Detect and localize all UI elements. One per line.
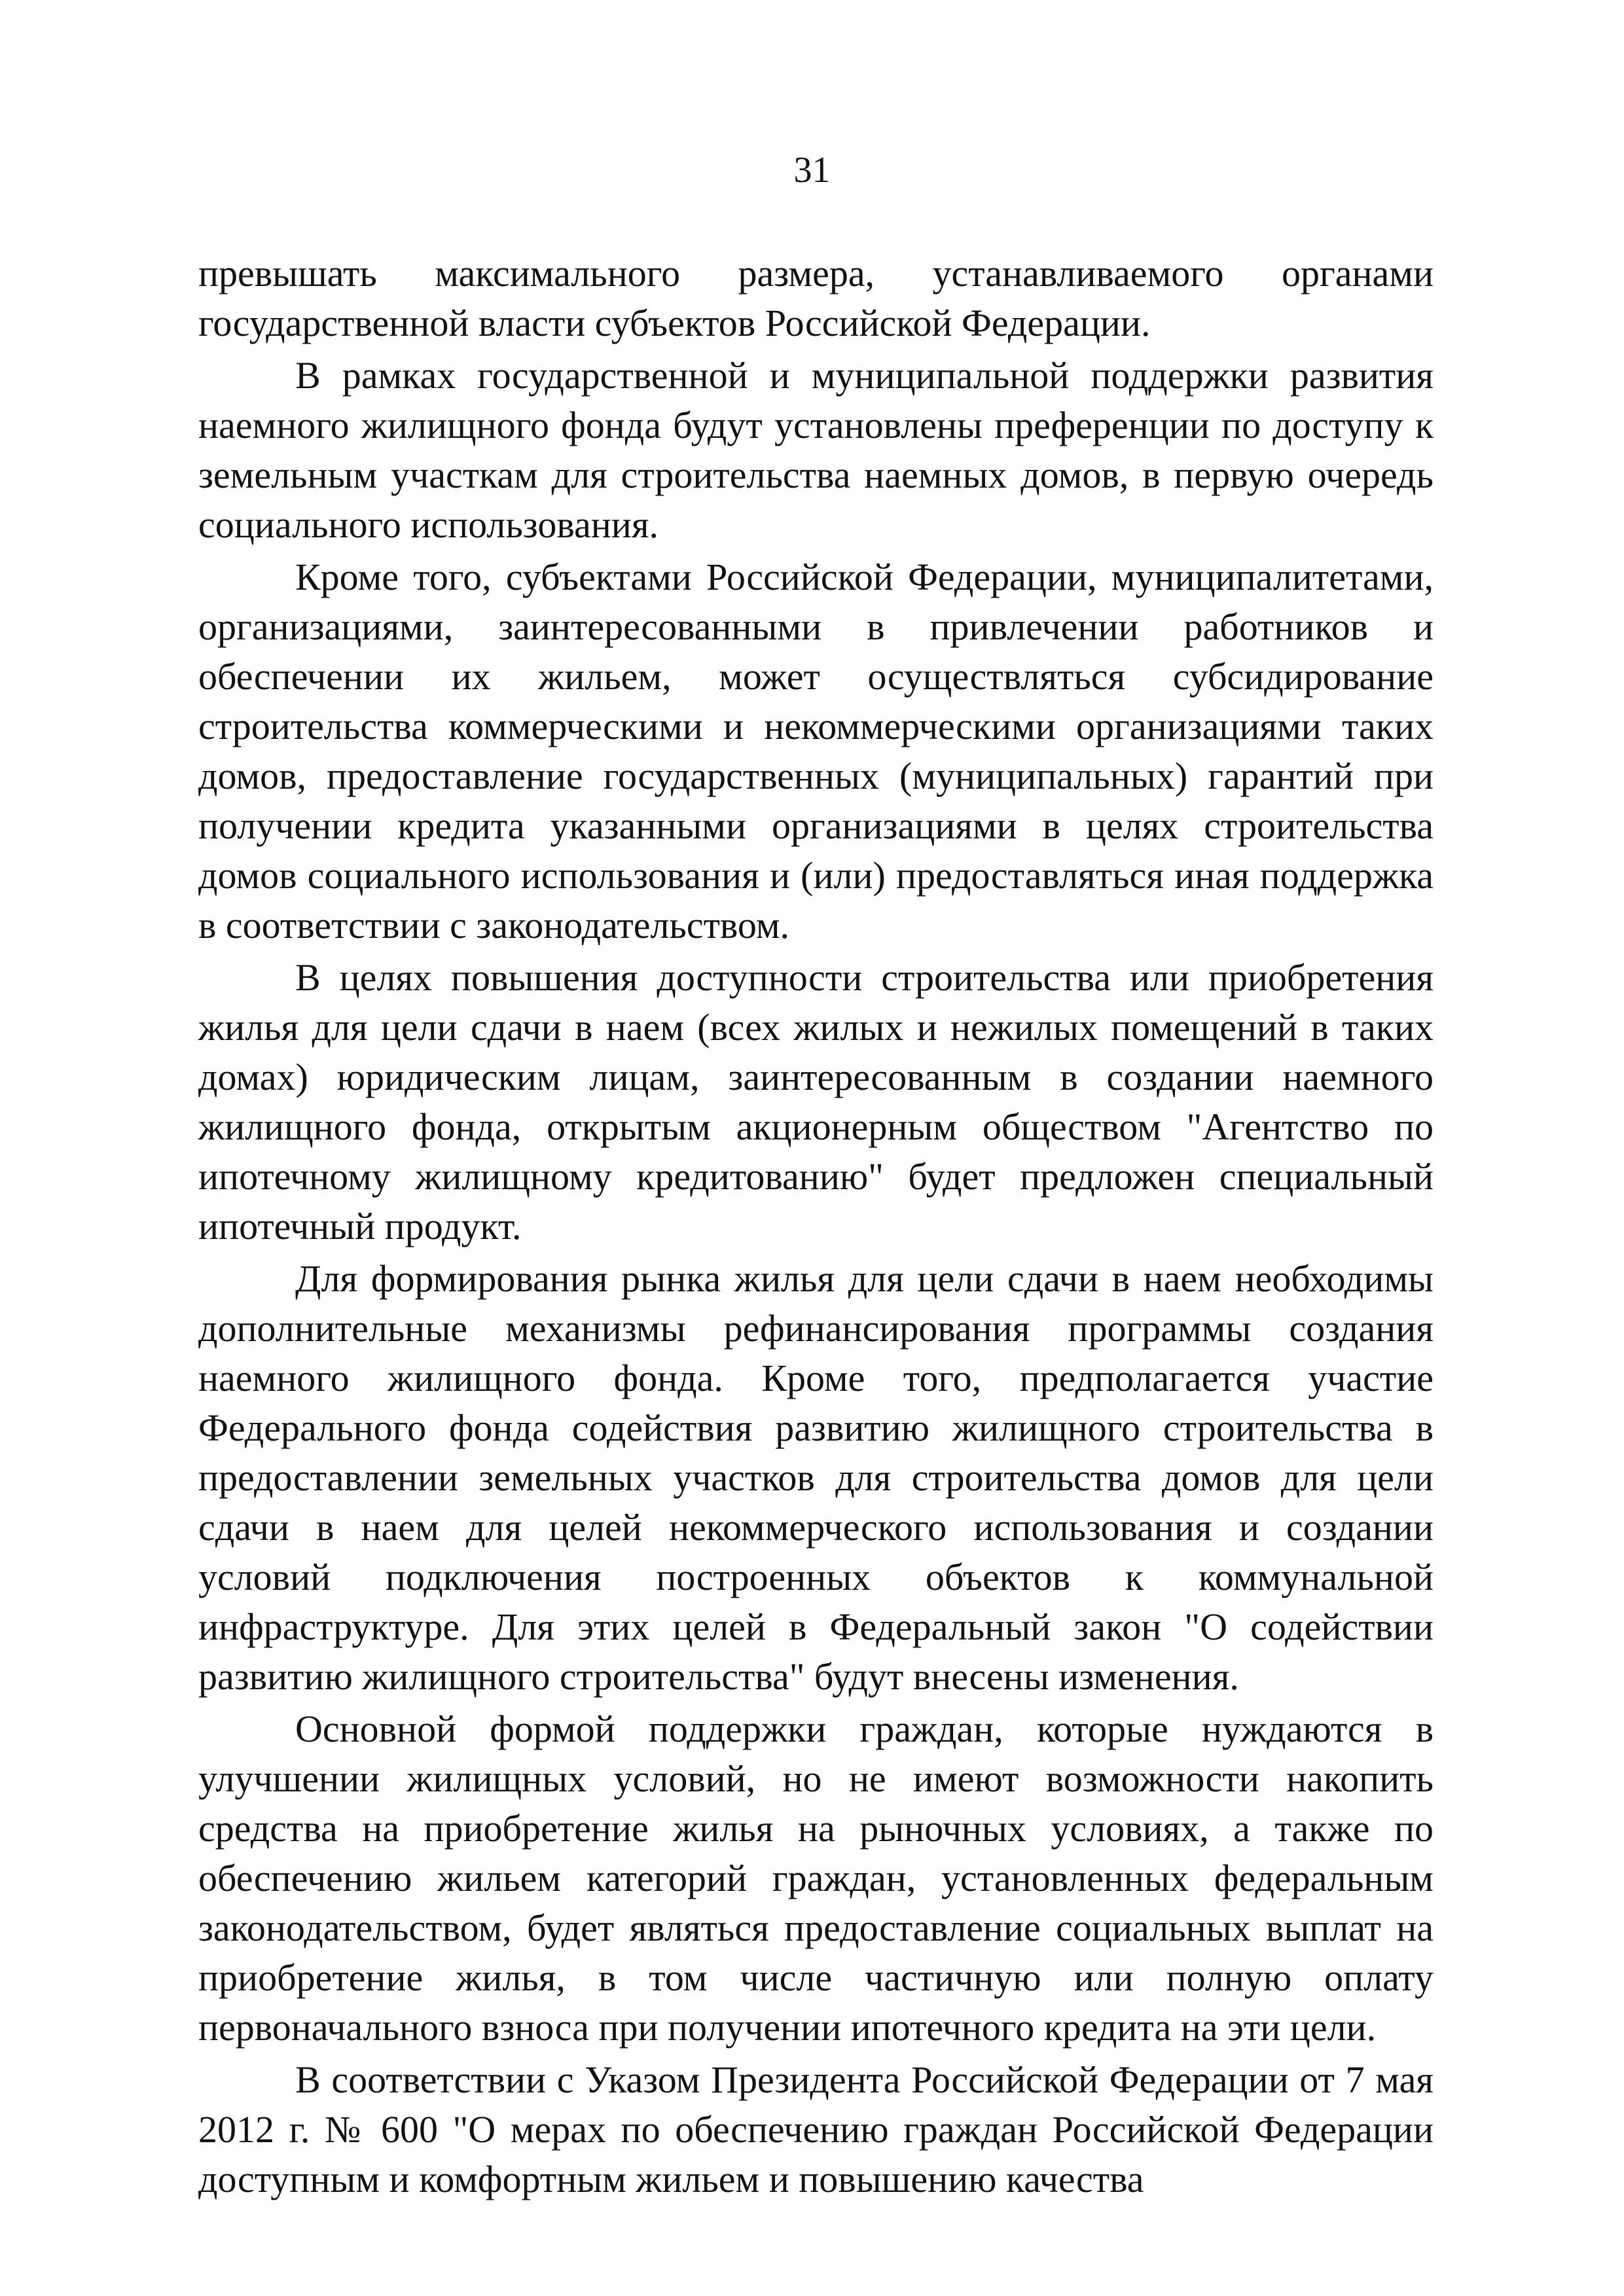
- paragraph: В соответствии с Указом Президента Российской Федерации от 7 мая 2012 г. № 600 "О мерах по обеспечению граждан Российской Федерации доступным и комфортным жильем и повышению качества: [198, 2058, 1434, 2200]
- document-body: [198, 249, 1434, 2207]
- paragraph: Основной формой поддержки граждан, которые нуждаются в улучшении жилищных условий, но не имеют возможности накопить средства на приобретение жилья на рыночных условиях, а также по обеспечению жильем категорий граждан, установленных федеральным законодательством, будет являться предоставление социальных выплат на приобретение жилья, в том числе частичную или полную оплату первоначального взноса при получении ипотечного кредита на эти цели.: [198, 1708, 1434, 2049]
- page-number: 31: [793, 150, 831, 190]
- paragraph: Кроме того, субъектами Российской Федерации, муниципалитетами, организациями, заинтересованными в привлечении работников и обеспечении их жильем, может осуществляться субсидирование строительства коммерческими и некоммерческими организациями таких домов, предоставление государственных (муниципальных) гарантий при получении кредита указанными организациями в целях строительства домов социального использования и (или) предоставляться иная поддержка в соответствии с законодательством.: [198, 556, 1434, 946]
- paragraph: В рамках государственной и муниципальной поддержки развития наемного жилищного фонда будут установлены преференции по доступу к земельным участкам для строительства наемных домов, в первую очередь социального использования.: [198, 354, 1434, 546]
- paragraph: Для формирования рынка жилья для цели сдачи в наем необходимы дополнительные механизмы рефинансирования программы создания наемного жилищного фонда. Кроме того, предполагается участие Федерального фонда содействия развитию жилищного строительства в предоставлении земельных участков для строительства домов для цели сдачи в наем для целей некоммерческого использования и создании условий подключения построенных объектов к коммунальной инфраструктуре. Для этих целей в Федеральный закон "О содействии развитию жилищного строительства" будут внесены изменения.: [198, 1257, 1434, 1698]
- paragraph: В целях повышения доступности строительства или приобретения жилья для цели сдачи в наем (всех жилых и нежилых помещений в таких домах) юридическим лицам, заинтересованным в создании наемного жилищного фонда, открытым акционерным обществом "Агентство по ипотечному жилищному кредитованию" будет предложен специальный ипотечный продукт.: [198, 956, 1434, 1247]
- paragraph: превышать максимального размера, устанавливаемого органами государственной власти субъектов Российской Федерации.: [198, 252, 1434, 344]
